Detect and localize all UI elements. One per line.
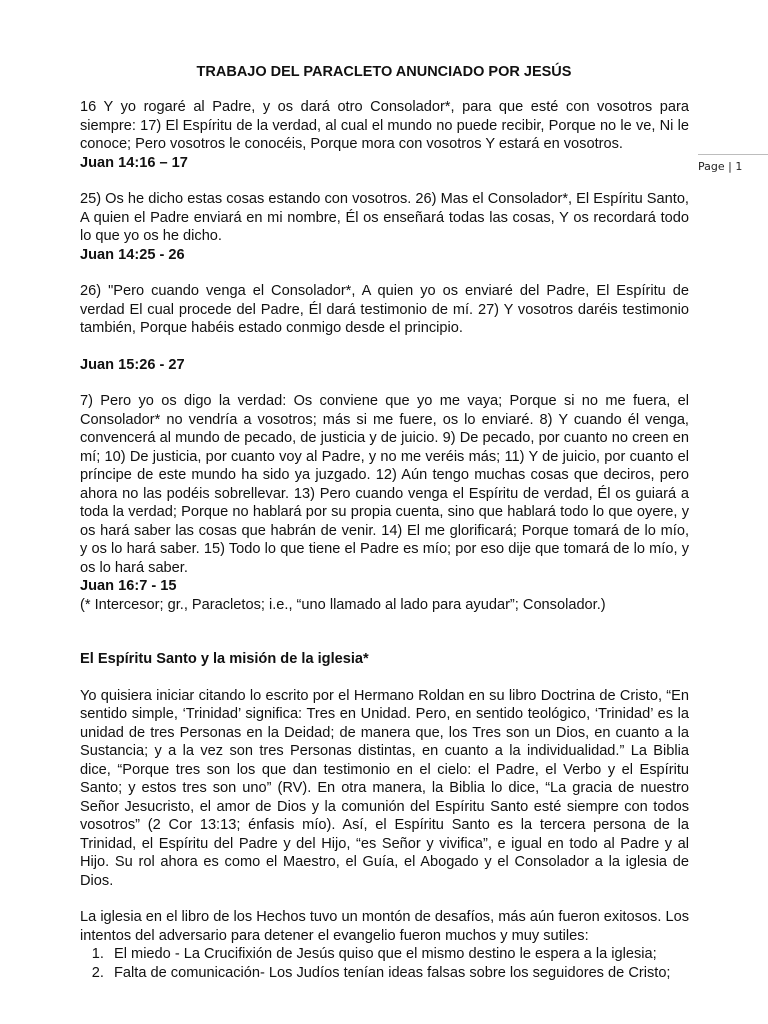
passage-reference: Juan 15:26 - 27 <box>80 356 185 373</box>
section-paragraph: Yo quisiera iniciar citando lo escrito por el Hermano Roldan en su libro Doctrina de Cristo, “En sentido simple, ‘Trinidad’ significa: Tres en Unidad. Pero, en sentido teológico, ‘Trinidad’ es la unidad de tres Personas en la Deidad; de manera que, los Tres son un Dios, en cuanto a la Sustancia; y a la vez son tres Personas distintas, en cuanto a la individualidad.” La Biblia dice, “Porque tres son los que dan testimonio en el cielo: el Padre, el Verbo y el Espíritu Santo; y estos tres son uno” (RV). En otra manera, la Biblia lo dice, “La gracia de nuestro Señor Jesucristo, el amor de Dios y la comunión del Espíritu Santo esté siempre con todos vosotros” (2 Cor 13:13; énfasis mío). Así, el Espíritu Santo es la tercera persona de la Trinidad, el Espíritu del Padre y del Hijo, “es Señor y vivifica”, e igual en todo al Padre y al Hijo. Su rol ahora es como el Maestro, el Guía, el Abogado y el Consolador a la iglesia de Dios. <box>80 687 689 889</box>
section-paragraph: La iglesia en el libro de los Hechos tuvo un montón de desafíos, más aún fueron exitosos. Los intentos del adversario para detener el evangelio fueron muchos y muy sutiles: <box>80 909 689 944</box>
challenges-list <box>80 945 689 982</box>
list-item: 1. El miedo - La Crucifixión de Jesús quiso que el mismo destino le espera a la iglesia; <box>108 945 689 964</box>
paragraph-gap <box>80 669 689 687</box>
paragraph-gap <box>80 264 689 282</box>
document-body <box>80 98 689 982</box>
passage-text: 26) "Pero cuando venga el Consolador*, A quien yo os enviaré del Padre, El Espíritu de verdad El cual procede del Padre, Él dará testimonio de mí. 27) Y vosotros daréis testimonio también, Porque habéis estado conmigo desde el principio. <box>80 283 689 336</box>
passage-reference: Juan 14:25 - 26 <box>80 246 185 263</box>
paragraph-gap <box>80 338 689 356</box>
page-number: Page | 1 <box>698 160 743 173</box>
paragraph-gap <box>80 172 689 190</box>
footnote: (* Intercesor; gr., Paracletos; i.e., “uno llamado al lado para ayudar”; Consolador.) <box>80 596 606 613</box>
paragraph-gap <box>80 374 689 392</box>
passage-text: 16 Y yo rogaré al Padre, y os dará otro Consolador*, para que esté con vosotros para siempre: 17) El Espíritu de la verdad, al cual el mundo no puede recibir, Porque no le ve, Ni le conoce; Pero vosotros le conocéis, Porque mora con vosotros Y estará en vosotros. <box>80 99 689 152</box>
paragraph-gap <box>80 890 689 908</box>
passage-text: 25) Os he dicho estas cosas estando con vosotros. 26) Mas el Consolador*, El Espíritu Santo, A quien el Padre enviará en mi nombre, Él os enseñará todas las cosas, Y os recordará todo lo que yo os he dicho. <box>80 191 689 244</box>
passage-reference: Juan 16:7 - 15 <box>80 578 177 594</box>
list-item: 2. Falta de comunicación- Los Judíos tenían ideas falsas sobre los seguidores de Cristo; <box>108 964 689 983</box>
passage-text: 7) Pero yo os digo la verdad: Os conviene que yo me vaya; Porque si no me fuera, el Consolador* no vendría a vosotros; más si me fuere, os lo enviaré. 8) Y cuando él venga, convencerá al mundo de pecado, de justicia y de juicio. 9) De pecado, por cuanto no creen en mí; 10) De justicia, por cuanto voy al Padre, y no me veréis más; 11) Y de juicio, por cuanto el príncipe de este mundo ha sido ya juzgado. 12) Aún tengo muchas cosas que deciros, pero ahora no las podéis sobrellevar. 13) Pero cuando venga el Espíritu de verdad, Él os guiará a toda la verdad; Porque no hablará por su propia cuenta, sino que hablará todo lo que oyere, y os hará saber las cosas que habrán de venir. 14) El me glorificará; Porque tomará de lo mío, y os lo hará saber. 15) Todo lo que tiene el Padre es mío; por eso dije que tomará de lo mío, y os lo hará saber. <box>80 393 689 576</box>
passage-reference: Juan 14:16 – 17 <box>80 154 188 171</box>
page-number-divider <box>698 154 768 155</box>
section-gap <box>80 614 689 650</box>
section-heading: El Espíritu Santo y la misión de la iglesia* <box>80 651 369 667</box>
document-title: TRABAJO DEL PARACLETO ANUNCIADO POR JESÚS <box>196 64 572 80</box>
